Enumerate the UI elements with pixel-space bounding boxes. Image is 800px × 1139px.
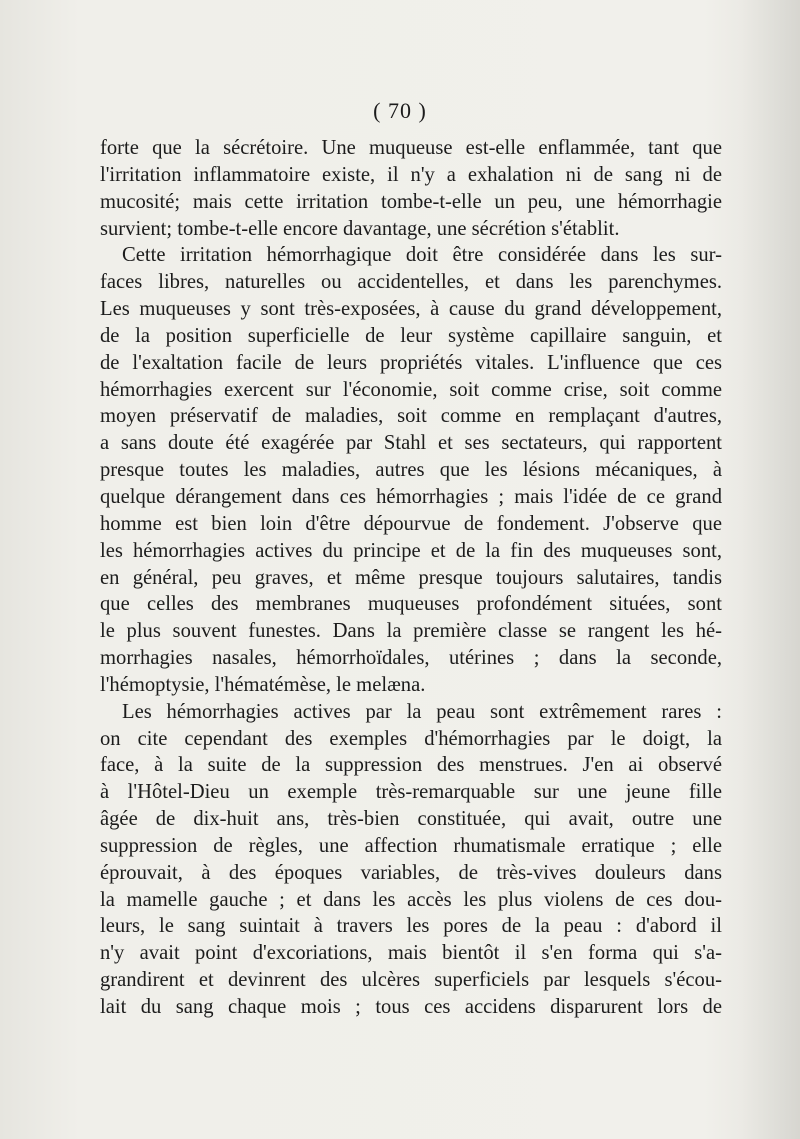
text-line: que celles des membranes muqueuses profondément situées, sont bbox=[100, 593, 722, 616]
text-line: l'hémoptysie, l'hématémèse, le melæna. bbox=[100, 673, 426, 696]
body-text bbox=[100, 135, 722, 1021]
text-line: face, à la suite de la suppression des menstrues. J'en ai observé bbox=[100, 754, 722, 777]
text-line: faces libres, naturelles ou accidentelles, et dans les parenchymes. bbox=[100, 271, 722, 294]
text-line: presque toutes les maladies, autres que les lésions mécaniques, à bbox=[100, 459, 722, 482]
text-line: de l'exaltation facile de leurs propriétés vitales. L'influence que ces bbox=[100, 351, 722, 374]
text-line: à l'Hôtel-Dieu un exemple très-remarquable sur une jeune fille bbox=[100, 781, 722, 804]
text-line: hémorrhagies exercent sur l'économie, soit comme crise, soit comme bbox=[100, 378, 722, 401]
text-line: suppression de règles, une affection rhumatismale erratique ; elle bbox=[100, 834, 722, 857]
page-number: ( 70 ) bbox=[373, 98, 427, 123]
text-line: on cite cependant des exemples d'hémorrhagies par le doigt, la bbox=[100, 727, 722, 750]
page-edge-shadow bbox=[740, 0, 800, 1139]
text-line: en général, peu graves, et même presque toujours salutaires, tandis bbox=[100, 566, 722, 589]
text-line: grandirent et devinrent des ulcères superficiels par lesquels s'écou- bbox=[100, 969, 722, 992]
text-line: Cette irritation hémorrhagique doit être considérée dans les sur- bbox=[122, 244, 722, 267]
text-line: a sans doute été exagérée par Stahl et ses sectateurs, qui rapportent bbox=[100, 432, 722, 455]
text-line: âgée de dix-huit ans, très-bien constituée, qui avait, outre une bbox=[100, 808, 722, 831]
text-line: leurs, le sang suintait à travers les pores de la peau : d'abord il bbox=[100, 915, 722, 938]
text-line: les hémorrhagies actives du principe et de la fin des muqueuses sont, bbox=[100, 539, 722, 562]
text-line: survient; tombe-t-elle encore davantage, une sécrétion s'établit. bbox=[100, 217, 620, 240]
text-line: éprouvait, à des époques variables, de très-vives douleurs dans bbox=[100, 861, 722, 884]
text-line: morrhagies nasales, hémorrhoïdales, utérines ; dans la seconde, bbox=[100, 647, 722, 670]
text-line: Les hémorrhagies actives par la peau sont extrêmement rares : bbox=[122, 700, 722, 723]
text-line: forte que la sécrétoire. Une muqueuse est-elle enflammée, tant que bbox=[100, 137, 722, 159]
text-line: lait du sang chaque mois ; tous ces accidens disparurent lors de bbox=[100, 996, 722, 1018]
text-line: la mamelle gauche ; et dans les accès les plus violens de ces dou- bbox=[100, 888, 722, 911]
text-line: l'irritation inflammatoire existe, il n'y a exhalation ni de sang ni de bbox=[100, 163, 722, 186]
text-line: de la position superficielle de leur système capillaire sanguin, et bbox=[100, 324, 722, 347]
text-line: homme est bien loin d'être dépourvue de fondement. J'observe que bbox=[100, 512, 722, 535]
text-line: quelque dérangement dans ces hémorrhagies ; mais l'idée de ce grand bbox=[100, 485, 722, 508]
text-line: mucosité; mais cette irritation tombe-t-elle un peu, une hémorrhagie bbox=[100, 190, 722, 213]
text-line: le plus souvent funestes. Dans la première classe se rangent les hé- bbox=[100, 620, 722, 643]
text-line: moyen préservatif de maladies, soit comme en remplaçant d'autres, bbox=[100, 405, 722, 428]
text-line: Les muqueuses y sont très-exposées, à cause du grand développement, bbox=[100, 298, 722, 321]
text-line: n'y avait point d'excoriations, mais bientôt il s'en forma qui s'a- bbox=[100, 942, 722, 965]
